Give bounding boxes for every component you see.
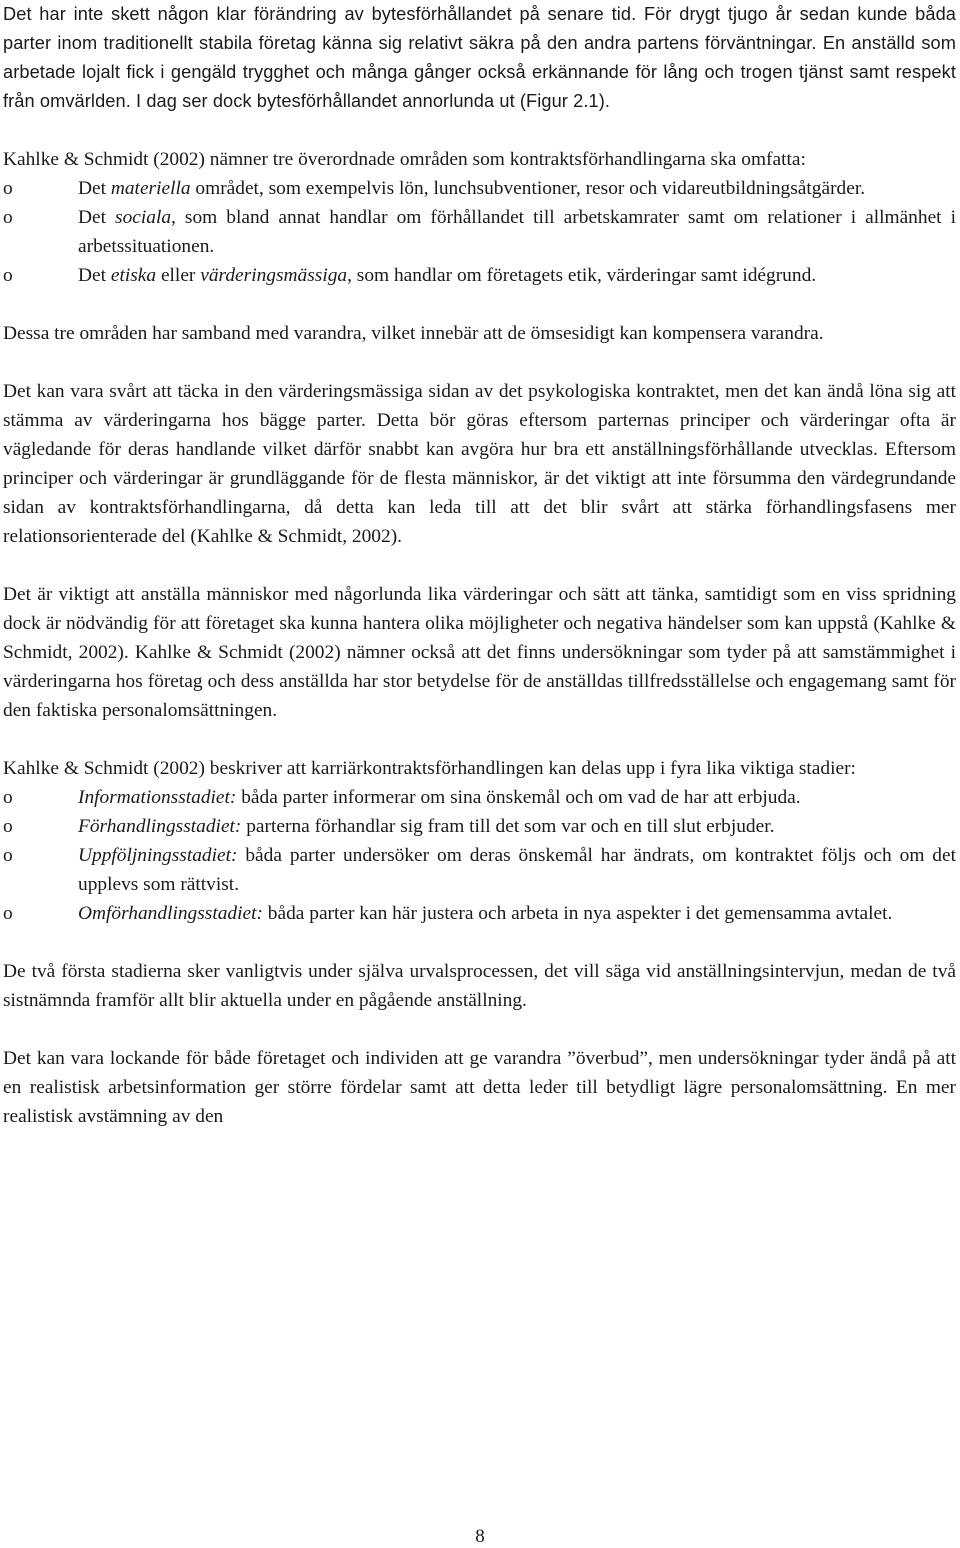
- paragraph-overbud: Det kan vara lockande för både företaget och individen att ge varandra ”överbud”, men undersökningar tyder ändå på att en realistisk arbetsinformation ger större fördelar samt att detta leder till betydligt lägre personalomsättning. En mer realistisk avstämning av den: [3, 1048, 956, 1127]
- page-number: 8: [475, 1526, 485, 1547]
- stage-description: båda parter undersöker om deras önskemål har ändrats, om kontraktet följs och om det upplevs som rättvist.: [78, 845, 956, 895]
- paragraph-gap: [3, 551, 956, 580]
- paragraph-gap: [3, 928, 956, 957]
- item-emphasis: sociala: [115, 207, 172, 228]
- bullet-marker: o: [3, 178, 13, 199]
- item-text: , som handlar om företagets etik, värderingar samt idégrund.: [347, 265, 817, 286]
- list-item: [3, 841, 956, 899]
- paragraph-gap: [3, 1015, 956, 1044]
- item-prefix: Det: [78, 207, 116, 228]
- paragraph-gap: [3, 290, 956, 319]
- document-page: [3, 0, 956, 1131]
- bullet-marker: o: [3, 816, 13, 837]
- paragraph-omraden-intro: Kahlke & Schmidt (2002) nämner tre överordnade områden som kontraktsförhandlingarna ska omfatta:: [3, 149, 806, 170]
- paragraph-bytesforhallande: Det har inte skett någon klar förändring av bytesförhållandet på senare tid. För drygt tjugo år sedan kunde båda parter inom traditionellt stabila företag känna sig relativt säkra på den andra partens förväntningar. En anställd som arbetade lojalt fick i gengäld trygghet och många gånger också erkännande för lång och trogen tjänst samt respekt från omvärlden. I dag ser dock bytesförhållandet annorlunda ut (Figur 2.1).: [3, 4, 956, 111]
- item-text: , som bland annat handlar om förhållandet till arbetskamrater samt om relationer i allmänhet i arbetssituationen.: [78, 207, 956, 257]
- stage-term: Informationsstadiet:: [78, 787, 237, 808]
- item-connector: eller: [156, 265, 201, 286]
- stage-description: parterna förhandlar sig fram till det som var och en till slut erbjuder.: [241, 816, 775, 837]
- item-emphasis: etiska: [110, 265, 157, 286]
- item-emphasis-secondary: värderingsmässiga: [200, 265, 348, 286]
- list-item: [3, 174, 956, 203]
- list-item: [3, 783, 956, 812]
- bullet-marker: o: [3, 265, 13, 286]
- bullet-marker: o: [3, 787, 13, 808]
- paragraph-gap: [3, 116, 956, 145]
- list-item: [3, 261, 956, 290]
- stage-term: Omförhandlingsstadiet:: [78, 903, 263, 924]
- item-prefix: Det: [78, 178, 111, 199]
- list-item: [3, 899, 956, 928]
- paragraph-anstalla: Det är viktigt att anställa människor med någorlunda lika värderingar och sätt att tänka, samtidigt som en viss spridning dock är nödvändig för att företaget ska kunna hantera olika möjligheter och negativa händelser som kan uppstå (Kahlke & Schmidt, 2002). Kahlke & Schmidt (2002) nämner också att det finns undersökningar som tyder på att samstämmighet i värderingarna hos företag och dess anställda har stor betydelse för de anställdas tillfredsställelse och engagemang samt för den faktiska personalomsättningen.: [3, 584, 956, 721]
- list-item: [3, 812, 956, 841]
- paragraph-gap: [3, 725, 956, 754]
- stage-term: Förhandlingsstadiet:: [78, 816, 242, 837]
- omraden-list: [3, 174, 956, 290]
- bullet-marker: o: [3, 903, 13, 924]
- list-item: [3, 203, 956, 261]
- item-text: området, som exempelvis lön, lunchsubventioner, resor och vidareutbildningsåtgärder.: [190, 178, 866, 199]
- stage-description: båda parter informerar om sina önskemål och om vad de har att erbjuda.: [236, 787, 801, 808]
- paragraph-forsta-stadierna: De två första stadierna sker vanligtvis under själva urvalsprocessen, det vill säga vid anställningsintervjun, medan de två sistnämnda framför allt blir aktuella under en pågående anställning.: [3, 961, 956, 1011]
- paragraph-varderingar: Det kan vara svårt att täcka in den värderingsmässiga sidan av det psykologiska kontraktet, men det kan ändå löna sig att stämma av värderingarna hos bägge parter. Detta bör göras eftersom parternas principer och värderingar ofta är vägledande för deras handlande vilket därför snabbt kan avgöra hur bra ett anställningsförhållande utvecklas. Eftersom principer och värderingar är grundläggande för de flesta människor, är det viktigt att inte försumma den värdegrundande sidan av kontraktsförhandlingarna, då detta kan leda till att det blir svårt att stärka förhandlingsfasens mer relationsorienterade del (Kahlke & Schmidt, 2002).: [3, 381, 956, 547]
- bullet-marker: o: [3, 845, 13, 866]
- bullet-marker: o: [3, 207, 13, 228]
- paragraph-samband: Dessa tre områden har samband med varandra, vilket innebär att de ömsesidigt kan kompensera varandra.: [3, 323, 824, 344]
- stage-description: båda parter kan här justera och arbeta in nya aspekter i det gemensamma avtalet.: [262, 903, 893, 924]
- item-emphasis: materiella: [110, 178, 191, 199]
- paragraph-gap: [3, 348, 956, 377]
- stadier-list: [3, 783, 956, 928]
- paragraph-stadier-intro: Kahlke & Schmidt (2002) beskriver att karriärkontraktsförhandlingen kan delas upp i fyra lika viktiga stadier:: [3, 758, 856, 779]
- item-prefix: Det: [78, 265, 111, 286]
- stage-term: Uppföljningsstadiet:: [78, 845, 238, 866]
